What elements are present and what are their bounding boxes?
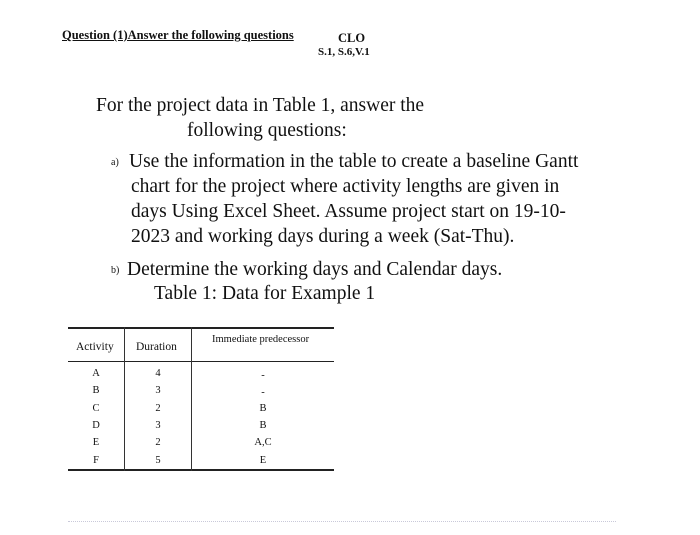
table-cell-activity: F: [93, 455, 99, 466]
table-column-divider: [191, 327, 192, 471]
clo-label: CLO: [338, 31, 366, 45]
item-a-line: chart for the project where activity lengths are given in: [131, 176, 560, 197]
table-cell-duration: 3: [155, 385, 161, 396]
table-cell-duration: 4: [155, 368, 161, 379]
table-cell-predecessor: B: [259, 420, 267, 431]
table-cell-activity: D: [92, 420, 100, 431]
table-top-rule: [68, 327, 334, 329]
table-cell-activity: E: [92, 437, 100, 448]
intro-line-1: For the project data in Table 1, answer the: [96, 95, 425, 116]
table-cell-activity: C: [92, 403, 100, 414]
table-column-divider: [124, 327, 125, 471]
table-header-activity: Activity: [76, 341, 114, 353]
item-a-line: days Using Excel Sheet. Assume project start on 19-10-: [131, 201, 566, 222]
table-cell-duration: 2: [155, 403, 161, 414]
item-a-marker: a): [111, 157, 119, 168]
item-a-line: Use the information in the table to create a baseline Gantt: [129, 151, 579, 172]
intro-line-2: following questions:: [187, 120, 347, 141]
table-cell-predecessor: -: [261, 370, 265, 381]
item-b-text: Determine the working days and Calendar days.: [127, 259, 503, 280]
dotted-separator: [68, 521, 616, 522]
table-header-predecessor: Immediate predecessor: [212, 334, 310, 345]
table-cell-predecessor: E: [259, 455, 267, 466]
clo-codes: S.1, S.6,V.1: [318, 46, 370, 58]
table-cell-duration: 5: [155, 455, 161, 466]
table-cell-activity: A: [92, 368, 100, 379]
item-b-marker: b): [111, 265, 120, 276]
table-caption: Table 1: Data for Example 1: [154, 283, 376, 304]
table-cell-predecessor: B: [259, 403, 267, 414]
table-bottom-rule: [68, 469, 334, 471]
table-header-duration: Duration: [136, 341, 177, 353]
table-cell-duration: 3: [155, 420, 161, 431]
table-header-rule: [68, 361, 334, 362]
question-heading: Question (1)Answer the following questions: [62, 28, 294, 42]
table-cell-predecessor: A,C: [254, 437, 272, 448]
table-cell-activity: B: [92, 385, 100, 396]
item-a-line: 2023 and working days during a week (Sat-Thu).: [131, 226, 515, 247]
table-cell-duration: 2: [155, 437, 161, 448]
table-cell-predecessor: -: [261, 387, 265, 398]
